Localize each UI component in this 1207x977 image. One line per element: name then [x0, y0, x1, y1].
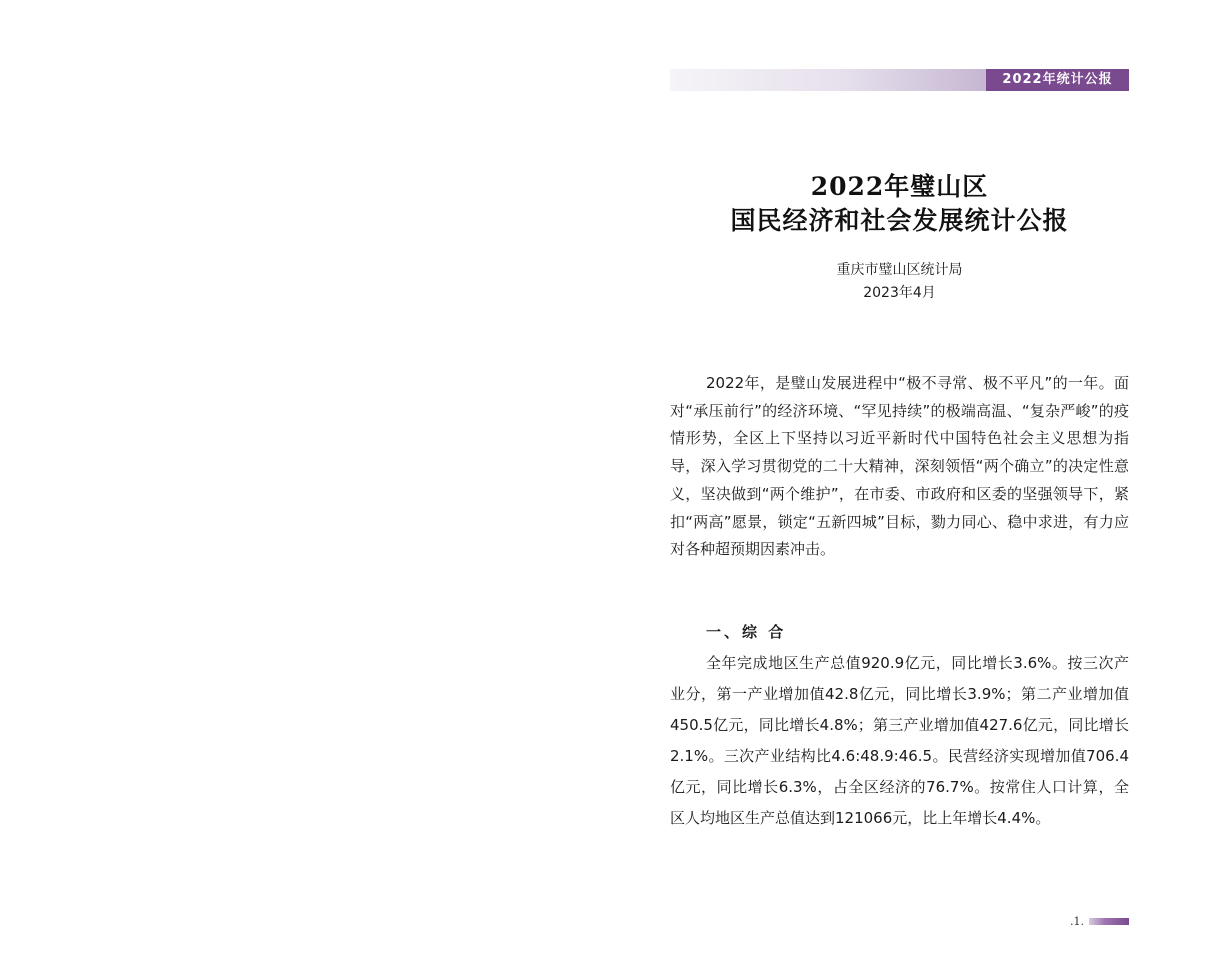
page-footer	[1060, 912, 1129, 932]
left-blank-page	[0, 0, 600, 977]
document-title	[670, 170, 1129, 238]
running-header	[670, 69, 1129, 91]
page-number: .1.	[1070, 915, 1084, 928]
section-heading: 一、综 合	[706, 623, 787, 641]
title-line-1: 2022年璧山区	[810, 172, 989, 201]
section-body-text: 全年完成地区生产总值920.9亿元，同比增长3.6%。按三次产业分，第一产业增加值42.8亿元，同比增长3.9%；第二产业增加值450.5亿元，同比增长4.8%；第三产业增加值427.6亿元，同比增长2.1%。三次产业结构比4.6:48.9:46.5。民营经济实现增加值706.4亿元，同比增长6.3%，占全区经济的76.7%。按常住人口计算，全区人均地区生产总值达到121066元，比上年增长4.4%。	[670, 654, 1129, 827]
section-body	[670, 648, 1129, 834]
issuer-name: 重庆市璧山区统计局	[836, 262, 963, 278]
issuer-block	[670, 259, 1129, 305]
header-tag: 2022年统计公报	[986, 69, 1129, 91]
issue-date: 2023年4月	[863, 285, 936, 301]
footer-accent-bar	[1089, 918, 1129, 925]
header-gradient-bar	[670, 69, 986, 91]
intro-paragraph	[670, 370, 1129, 564]
title-line-2: 国民经济和社会发展统计公报	[730, 206, 1069, 235]
intro-text: 2022年，是璧山发展进程中“极不寻常、极不平凡”的一年。面对“承压前行”的经济环境、“罕见持续”的极端高温、“复杂严峻”的疫情形势，全区上下坚持以习近平新时代中国特色社会主义思想为指导，深入学习贯彻党的二十大精神，深刻领悟“两个确立”的决定性意义，坚决做到“两个维护”，在市委、市政府和区委的坚强领导下，紧扣“两高”愿景，锁定“五新四城”目标，勠力同心、稳中求进，有力应对各种超预期因素冲击。	[670, 374, 1129, 559]
